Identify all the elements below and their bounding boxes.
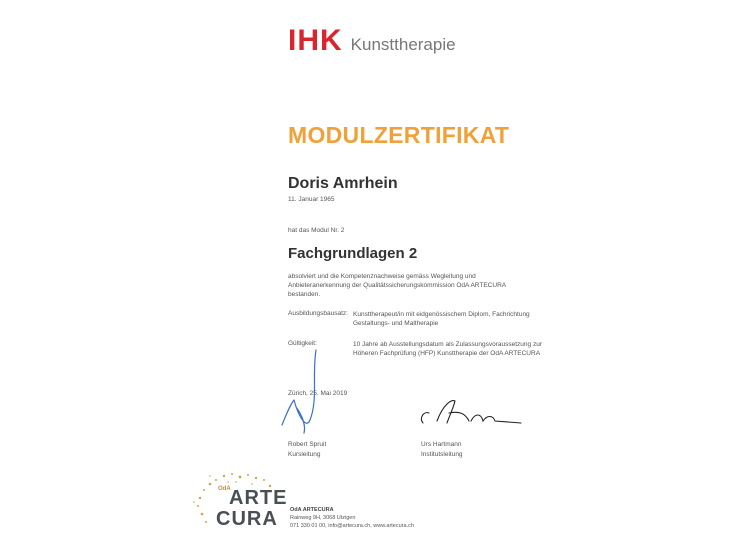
signer-2 bbox=[421, 440, 463, 460]
ausbildung-value: Kunsttherapeut/in mit eidgenössischem Diplom, Fachrichtung Gestaltungs- und Maltherapie bbox=[353, 311, 530, 327]
signer-1-role: Kursleitung bbox=[288, 451, 321, 458]
signature-urs-hartmann bbox=[415, 395, 525, 431]
signer-1 bbox=[288, 440, 326, 460]
artecura-logo-word-1: ARTE bbox=[229, 487, 288, 509]
recipient-name: Doris Amrhein bbox=[288, 175, 398, 192]
artecura-logo-prefix: OdA bbox=[218, 486, 231, 492]
recipient-birthdate: 11. Januar 1965 bbox=[288, 196, 335, 203]
footer-contact: 071 330 01 00, info@artecura.ch, www.artecura.ch bbox=[290, 523, 414, 529]
gueltigkeit-value: 10 Jahre ab Ausstellungsdatum als Zulassungsvoraussetzung zur Höheren Fachprüfung (HFP) Kunsttherapie der OdA ARTECURA bbox=[353, 341, 542, 357]
signer-2-role: Institutsleitung bbox=[421, 451, 463, 458]
module-title: Fachgrundlagen 2 bbox=[288, 245, 418, 262]
ihk-logo bbox=[288, 24, 456, 58]
signature-robert-spruit bbox=[276, 345, 336, 435]
footer-street: Rainweg 9H, 3068 Utzigen bbox=[290, 515, 356, 521]
footer-org: OdA ARTECURA bbox=[290, 507, 334, 513]
ihk-logo-subtitle: Kunsttherapie bbox=[350, 35, 456, 54]
description: absolviert und die Kompetenznachweise gemäss Wegleitung und Anbieteranerkennung der Qualitätssicherungskommission OdA ARTECURA bestanden. bbox=[288, 273, 506, 298]
signer-2-name: Urs Hartmann bbox=[421, 441, 462, 448]
artecura-logo-word-2: CURA bbox=[216, 508, 278, 530]
certificate-title: MODULZERTIFIKAT bbox=[288, 122, 510, 148]
gueltigkeit-label: Gültigkeit: bbox=[288, 340, 317, 347]
module-line: hat das Modul Nr. 2 bbox=[288, 227, 345, 234]
footer-address bbox=[290, 506, 414, 530]
place-date: Zürich, 25. Mai 2019 bbox=[288, 390, 348, 397]
signer-1-name: Robert Spruit bbox=[288, 441, 327, 448]
ausbildung-label: Ausbildungsbausatz: bbox=[288, 310, 348, 317]
ihk-logo-mark: IHK bbox=[288, 24, 343, 57]
